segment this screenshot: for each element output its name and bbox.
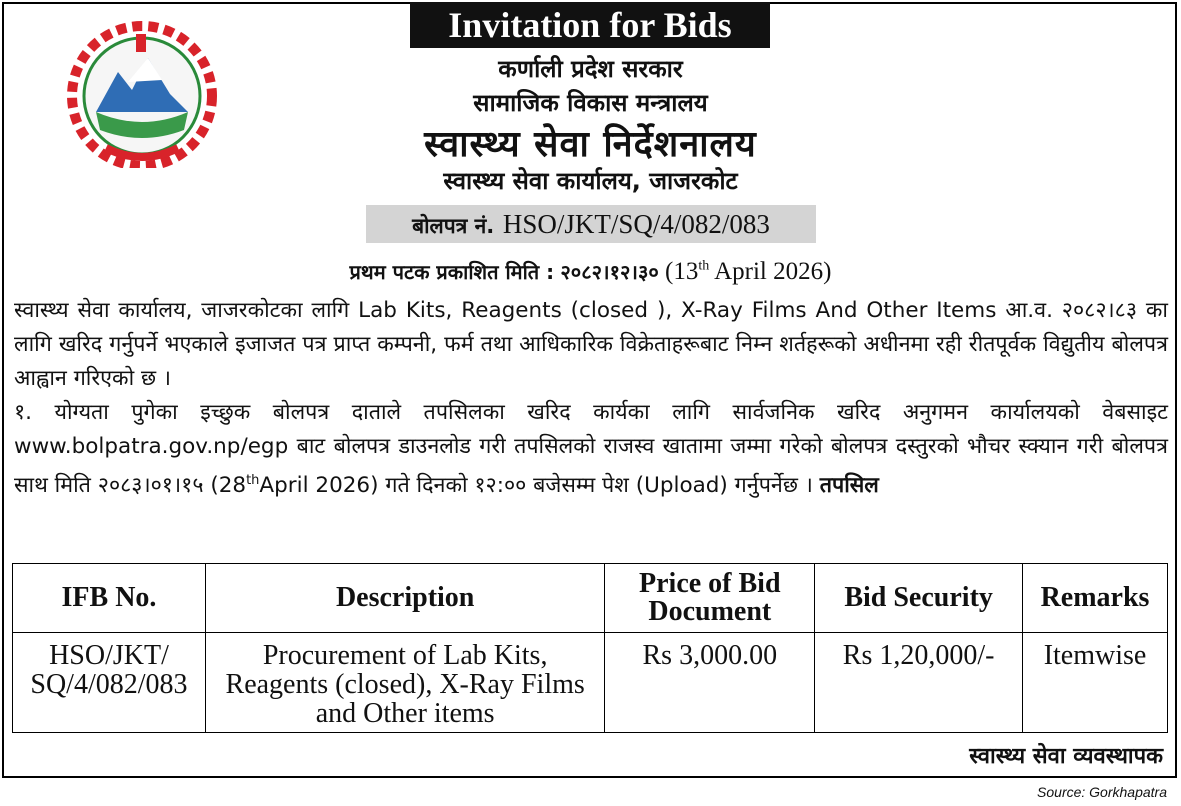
intro-paragraph: स्वास्थ्य सेवा कार्यालय, जाजरकोटका लागि Lab Kits, Reagents (closed ), X-Ray Films And Other Items आ.व. २०८२।८३ का लागि खरिद गर्नुपर्ने भएकाले इजाजत पत्र प्राप्त कम्पनी, फर्म तथा आधिकारिक विक्रेताहरूबाट निम्न शर्तहरूको अधीनमा रही रीतपूर्वक विद्युतीय बोलपत्र आह्वान गरिएको छ ।: [14, 298, 1168, 391]
publish-date-label: प्रथम पटक प्रकाशित मिति :: [349, 260, 555, 284]
bid-table: [12, 563, 1168, 733]
ministry-name: सामाजिक विकास मन्त्रालय: [473, 89, 708, 117]
header-remarks: Remarks: [1023, 564, 1168, 633]
cell-remarks: Itemwise: [1023, 633, 1168, 733]
header-ifb-no: IFB No.: [13, 564, 206, 633]
publish-date-en-sup: th: [698, 258, 710, 274]
publish-date-en-pre: (13: [665, 258, 699, 285]
clause-1-text: १. योग्यता पुगेका इच्छुक बोलपत्र दाताले तपसिलका खरिद कार्यका लागि सार्वजनिक खरिद अनुगमन कार्यालयको वेबसाइट www.bolpatra.gov.np/egp बाट बोलपत्र डाउनलोड गरी तपसिलको राजस्व खातामा जम्मा गरेको बोलपत्र दस्तुरको भौचर स्क्यान गरी बोलपत्र साथ मिति २०८३।०१।१५ (28: [14, 400, 1168, 499]
office-name: स्वास्थ्य सेवा कार्यालय, जाजरकोट: [443, 167, 738, 195]
header-description: Description: [205, 564, 604, 633]
table-row: [13, 633, 1168, 733]
notice-title: Invitation for Bids: [410, 2, 770, 48]
bid-number-label: बोलपत्र नं.: [412, 214, 495, 238]
clause-1: [14, 396, 1168, 503]
bid-number-box: [366, 205, 816, 243]
clause-1-text-end: April 2026) गते दिनको १२:०० बजेसम्म पेश (Upload) गर्नुपर्नेछ ।: [259, 473, 813, 499]
signature: स्वास्थ्य सेवा व्यवस्थापक: [969, 744, 1163, 769]
notice-body: [14, 294, 1168, 503]
header-price: Price of Bid Document: [605, 564, 815, 633]
cell-ifb-no: HSO/JKT/ SQ/4/082/083: [13, 633, 206, 733]
publish-date-line: [0, 258, 1181, 286]
government-name: कर्णाली प्रदेश सरकार: [498, 55, 683, 83]
cell-price: Rs 3,000.00: [605, 633, 815, 733]
header-bid-security: Bid Security: [815, 564, 1023, 633]
publish-date-en-post: April 2026): [709, 258, 832, 285]
bid-number: HSO/JKT/SQ/4/082/083: [502, 209, 770, 239]
table-header-row: [13, 564, 1168, 633]
source-credit: Source: Gorkhapatra: [1037, 784, 1167, 800]
directorate-name: स्वास्थ्य सेवा निर्देशनालय: [424, 124, 757, 165]
cell-bid-security: Rs 1,20,000/-: [815, 633, 1023, 733]
clause-1-sup: th: [246, 473, 260, 488]
publish-date-np: २०८२।१२।३०: [560, 260, 659, 284]
tapasil-label: तपसिल: [819, 473, 879, 499]
cell-description: Procurement of Lab Kits, Reagents (closed), X-Ray Films and Other items: [205, 633, 604, 733]
